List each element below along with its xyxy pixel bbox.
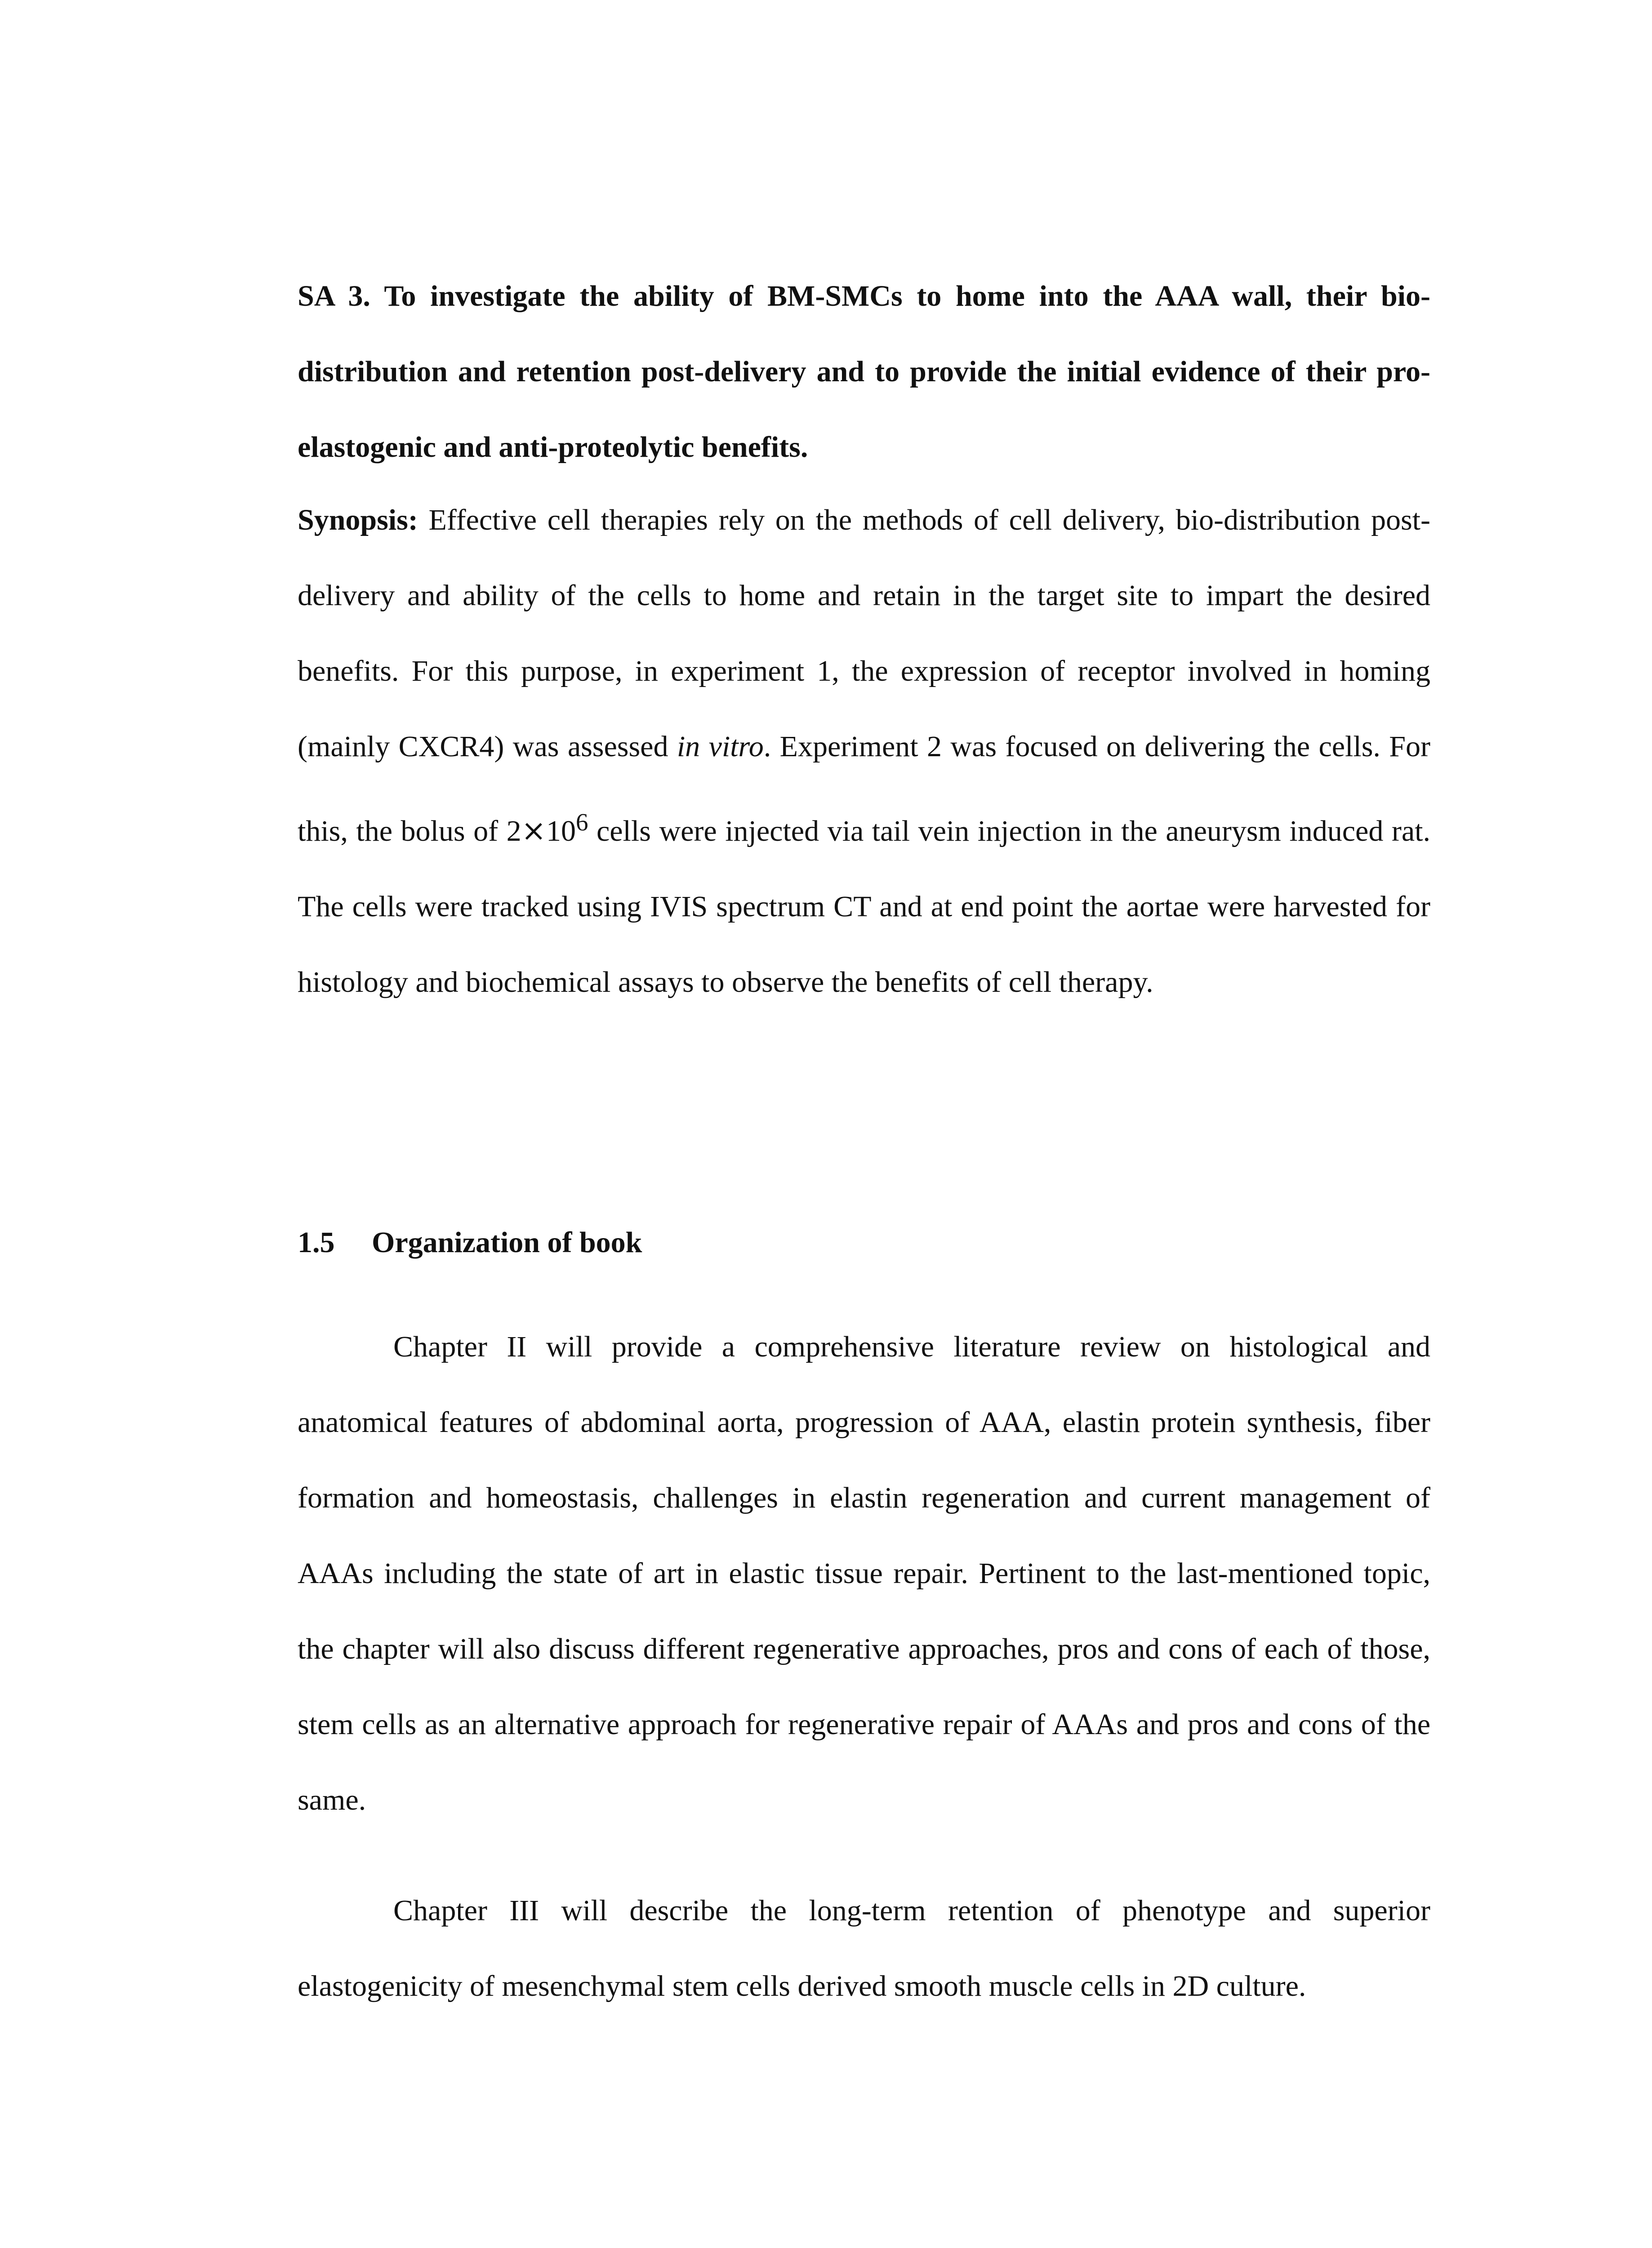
synopsis-text-part-3: cells were injected via tail vein injection in the aneurysm induced rat. The cells were tracked using IVIS spectrum CT and at end point the aortae were harvested for histology and biochemical assays to observe the benefits of cell therapy. xyxy=(298,815,1430,999)
synopsis-label: Synopsis: xyxy=(298,504,418,536)
synopsis-italic-term: in vitro xyxy=(677,730,764,763)
section-title: Organization of book xyxy=(372,1226,642,1259)
section-number: 1.5 xyxy=(298,1226,335,1259)
chapter-2-paragraph: Chapter II will provide a comprehensive literature review on histological and anatomical features of abdominal aorta, progression of AAA, elastin protein synthesis, fiber formation and homeostasis, challenges in elastin regeneration and current management of AAAs including the state of art in elastic tissue repair. Pertinent to the last-mentioned topic, the chapter will also discuss different regenerative approaches, pros and cons of each of those, stem cells as an alternative approach for regenerative repair of AAAs and pros and cons of the same. xyxy=(298,1330,1430,1816)
page-number xyxy=(0,2246,1652,2248)
specific-aim-3-heading: SA 3. To investigate the ability of BM-SMCs to home into the AAA wall, their bio-distribution and retention post-delivery and to provide the initial evidence of their pro-elastogenic and anti-proteolytic benefits. xyxy=(298,280,1430,464)
section-heading xyxy=(298,1205,642,1280)
synopsis-text-part-1: Effective cell therapies rely on the methods of cell delivery, bio-distribution post-delivery and ability of the cells to home and retain in the target site to impart the desired benefits. For this purpose, in experiment 1, the expression of receptor involved in homing (mainly CXCR4) was assessed xyxy=(298,504,1430,763)
synopsis-paragraph xyxy=(298,482,1430,1020)
chapter-3-paragraph: Chapter III will describe the long-term retention of phenotype and superior elastogenicity of mesenchymal stem cells derived smooth muscle cells in 2D culture. xyxy=(298,1894,1430,2003)
cell-count-exponent: 6 xyxy=(575,808,588,836)
cell-count-base: 10 xyxy=(546,815,576,847)
synopsis-text-part-2: . Experiment 2 was focused on delivering the cells. For this, the bolus of 2 xyxy=(298,730,1430,847)
times-sign: × xyxy=(521,813,546,848)
